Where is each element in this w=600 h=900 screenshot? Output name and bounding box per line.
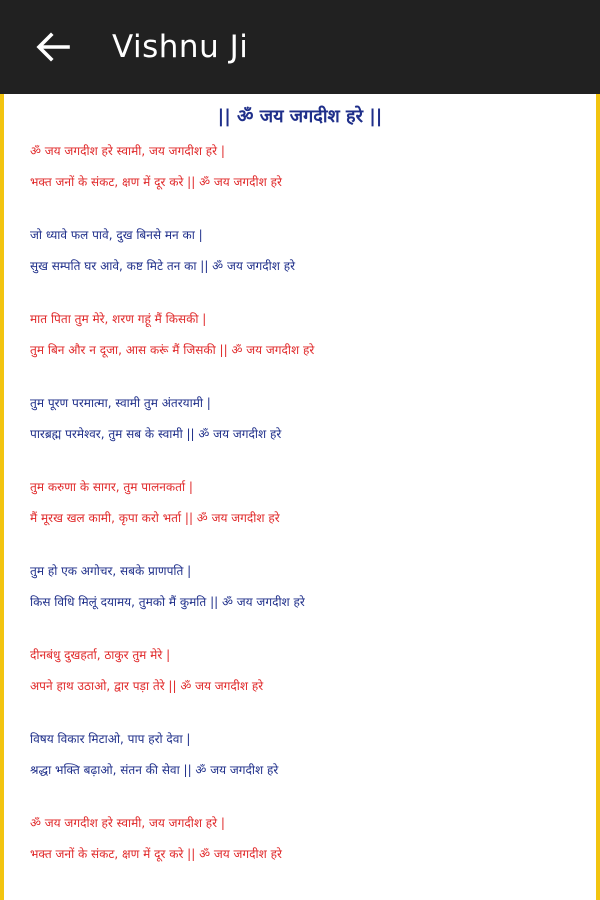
stanza <box>30 556 590 640</box>
stanza <box>30 724 590 808</box>
lyric-line: जो ध्यावे फल पावे, दुख बिनसे मन का | <box>30 228 203 242</box>
app-bar <box>0 0 600 94</box>
lyric-line: विषय विकार मिटाओ, पाप हरो देवा | <box>30 732 191 746</box>
lyric-line: दीनबंधु दुखहर्ता, ठाकुर तुम मेरे | <box>30 648 171 662</box>
lyric-line: ॐ जय जगदीश हरे स्वामी, जय जगदीश हरे | <box>30 816 225 830</box>
stanza <box>30 472 590 556</box>
lyric-line: पारब्रह्म परमेश्वर, तुम सब के स्वामी || ॐ जय जगदीश हरे <box>30 427 282 441</box>
stanza <box>30 136 590 220</box>
stanza <box>30 304 590 388</box>
lyric-line: श्रद्धा भक्ति बढ़ाओ, संतन की सेवा || ॐ जय जगदीश हरे <box>30 763 279 777</box>
lyric-line: तुम पूरण परमात्मा, स्वामी तुम अंतरयामी | <box>30 396 211 410</box>
arrow-left-icon <box>36 32 70 62</box>
lyric-line: तुम बिन और न दूजा, आस करूं मैं जिसकी || ॐ जय जगदीश हरे <box>30 343 315 357</box>
stanza <box>30 220 590 304</box>
stanza-list <box>30 136 590 892</box>
lyric-line: भक्त जनों के संकट, क्षण में दूर करे || ॐ जय जगदीश हरे <box>30 175 282 189</box>
lyric-line: तुम हो एक अगोचर, सबके प्राणपति | <box>30 564 192 578</box>
lyric-line: किस विधि मिलूं दयामय, तुमको मैं कुमति || ॐ जय जगदीश हरे <box>30 595 305 609</box>
lyric-line: सुख सम्पति घर आवे, कष्ट मिटे तन का || ॐ जय जगदीश हरे <box>30 259 296 273</box>
lyric-line: मात पिता तुम मेरे, शरण गहूं मैं किसकी | <box>30 312 207 326</box>
lyric-line: ॐ जय जगदीश हरे स्वामी, जय जगदीश हरे | <box>30 144 225 158</box>
stanza <box>30 640 590 724</box>
lyric-line: अपने हाथ उठाओ, द्वार पड़ा तेरे || ॐ जय जगदीश हरे <box>30 679 264 693</box>
stanza <box>30 808 590 892</box>
lyrics-scroll-view[interactable] <box>0 94 600 900</box>
lyrics-heading: || ॐ जय जगदीश हरे || <box>217 106 383 127</box>
lyric-line: मैं मूरख खल कामी, कृपा करो भर्ता || ॐ जय जगदीश हरे <box>30 511 280 525</box>
lyric-line: तुम करुणा के सागर, तुम पालनकर्ता | <box>30 480 193 494</box>
stanza <box>30 388 590 472</box>
page-title: Vishnu Ji <box>112 29 249 65</box>
lyric-line: भक्त जनों के संकट, क्षण में दूर करे || ॐ जय जगदीश हरे <box>30 847 282 861</box>
back-button[interactable] <box>30 24 76 70</box>
